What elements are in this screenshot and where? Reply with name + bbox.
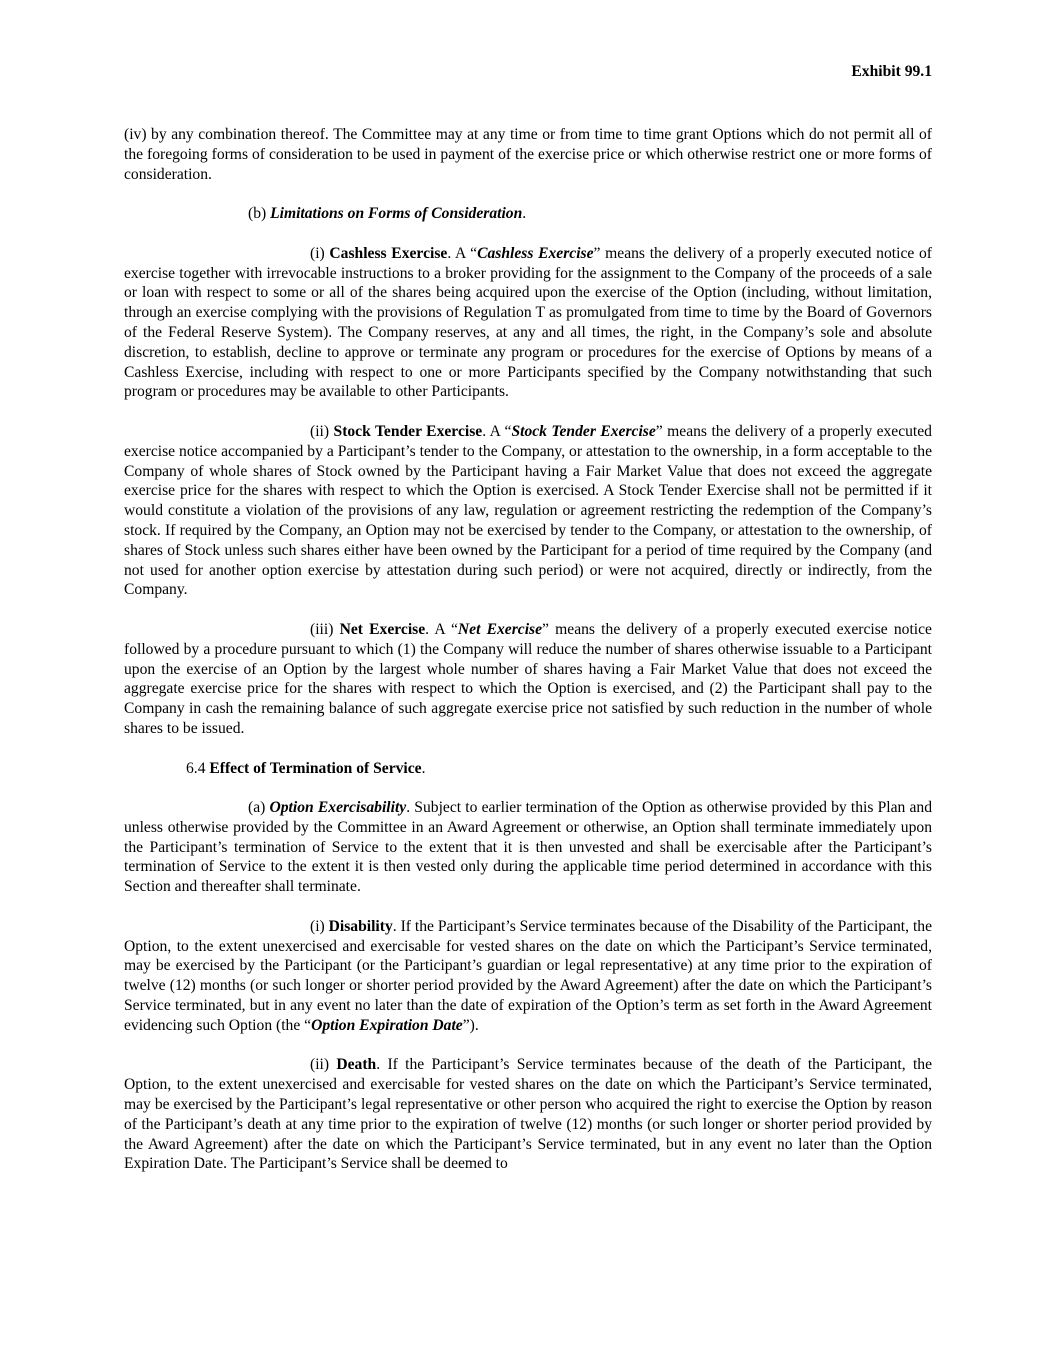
section-6-4-heading <box>124 759 932 779</box>
paragraph-text: (iv) by any combination thereof. The Committee may at any time or from time to time grant Options which do not permit all of the foregoing forms of consideration to be used in payment of the exercise price or which otherwise restrict one or more forms of consideration. <box>124 126 932 183</box>
punctuation: . A “ <box>425 620 458 638</box>
defined-term: Net Exercise <box>457 620 543 638</box>
section-title: Cashless Exercise <box>329 244 448 262</box>
defined-term: Option Expiration Date <box>311 1016 463 1034</box>
defined-term: Cashless Exercise <box>477 244 594 262</box>
section-number: (a) <box>248 799 270 817</box>
section-number: (i) <box>310 917 329 935</box>
paragraph-cashless-exercise <box>124 244 932 402</box>
section-title: Effect of Termination of Service <box>209 759 422 777</box>
section-title: Disability <box>328 917 393 935</box>
section-title: Stock Tender Exercise <box>333 422 483 440</box>
section-title: Option Exercisability <box>269 799 407 817</box>
section-number: 6.4 <box>186 759 210 777</box>
exhibit-label: Exhibit 99.1 <box>851 63 932 80</box>
paragraph-text: . Subject to earlier termination of the Option as otherwise provided by this Plan and unless otherwise provided by the Committee in an Award Agreement or otherwise, an Option shall terminate immediately upon the Participant’s termination of Service to the extent that it is then unvested and shall be exercisable after the Participant’s termination of Service to the extent it is then vested only during the applicable time period determined in accordance with this Section and thereafter shall terminate. <box>124 799 933 896</box>
paragraph-text: ” means the delivery of a properly executed exercise notice followed by a procedure pursuant to which (1) the Company will reduce the number of shares otherwise issuable to a Participant upon the exercise of an Option by the largest whole number of shares having a Fair Market Value that does not exceed the aggregate exercise price for the shares with respect to which the Option is exercised, and (2) the Participant shall pay to the Company in cash the remaining balance of such aggregate exercise price not satisfied by such reduction in the number of whole shares to be issued. <box>124 620 932 737</box>
section-title: Death <box>336 1056 377 1074</box>
section-number: (ii) <box>310 1056 337 1074</box>
paragraph-disability <box>124 917 932 1036</box>
paragraph-option-exercisability <box>124 798 932 897</box>
punctuation: . A “ <box>482 422 512 440</box>
punctuation: ”). <box>462 1016 479 1034</box>
paragraph-text: ” means the delivery of a properly executed exercise notice accompanied by a Participant’s tender to the Company, or attestation to the ownership, in a form acceptable to the Company of whole shares of Stock owned by the Participant having a Fair Market Value that does not exceed the aggregate exercise price for the shares with respect to which the Option is exercised. A Stock Tender Exercise shall not be permitted if it would constitute a violation of the provisions of any law, regulation or agreement restricting the redemption of the Company’s stock. If required by the Company, an Option may not be exercised by tender to the Company, or attestation to the ownership, of shares of Stock unless such shares either have been owned by the Participant for a period of time required by the Company (and not used for another option exercise by attestation during such period) or were not acquired, directly or indirectly, from the Company. <box>124 422 932 599</box>
punctuation: . <box>421 759 426 777</box>
paragraph-stock-tender-exercise <box>124 422 932 600</box>
section-title: Limitations on Forms of Consideration <box>270 205 523 223</box>
punctuation: . <box>522 205 527 223</box>
paragraph-text: . If the Participant’s Service terminates because of the death of the Participant, the Option, to the extent unexercised and exercisable for vested shares on the date on which the Participant’s Service terminated, may be exercised by the Participant’s legal representative or other person who acquired the right to exercise the Option by reason of the Participant’s death at any time prior to the expiration of twelve (12) months (or such longer or shorter period provided by the Award Agreement) after the date on which the Participant’s Service terminated, but in any event no later than the Option Expiration Date. The Participant’s Service shall be deemed to <box>124 1056 933 1173</box>
paragraph-text: . If the Participant’s Service terminates because of the Disability of the Participant, the Option, to the extent unexercised and exercisable for vested shares on the date on which the Participant’s Service terminated, may be exercised by the Participant (or the Participant’s guardian or legal representative) at any time prior to the expiration of twelve (12) months (or such longer or shorter period provided by the Award Agreement) after the date on which the Participant’s Service terminated, but in any event no later than the date of expiration of the Option’s term as set forth in the Award Agreement evidencing such Option (the “ <box>124 917 932 1034</box>
section-number: (b) <box>248 205 271 223</box>
document-body <box>124 125 932 1194</box>
paragraph-death <box>124 1055 932 1174</box>
section-number: (ii) <box>310 422 334 440</box>
paragraph-net-exercise <box>124 620 932 739</box>
section-title: Net Exercise <box>339 620 426 638</box>
section-number: (i) <box>310 244 330 262</box>
punctuation: . A “ <box>447 244 478 262</box>
paragraph-iv-combination <box>124 125 932 184</box>
section-number: (iii) <box>310 620 340 638</box>
defined-term: Stock Tender Exercise <box>511 422 656 440</box>
section-b-heading <box>124 204 932 224</box>
paragraph-text: ” means the delivery of a properly executed notice of exercise together with irrevocable instructions to a broker providing for the assignment to the Company of the proceeds of a sale or loan with respect to some or all of the shares being acquired upon the exercise of the Option (including, without limitation, through an exercise complying with the provisions of Regulation T as promulgated from time to time by the Board of Governors of the Federal Reserve System). The Company reserves, at any and all times, the right, in the Company’s sole and absolute discretion, to establish, decline to approve or terminate any program or procedures for the exercise of Options by means of a Cashless Exercise, including with respect to one or more Participants specified by the Company notwithstanding that such program or procedures may be available to other Participants. <box>124 244 932 401</box>
